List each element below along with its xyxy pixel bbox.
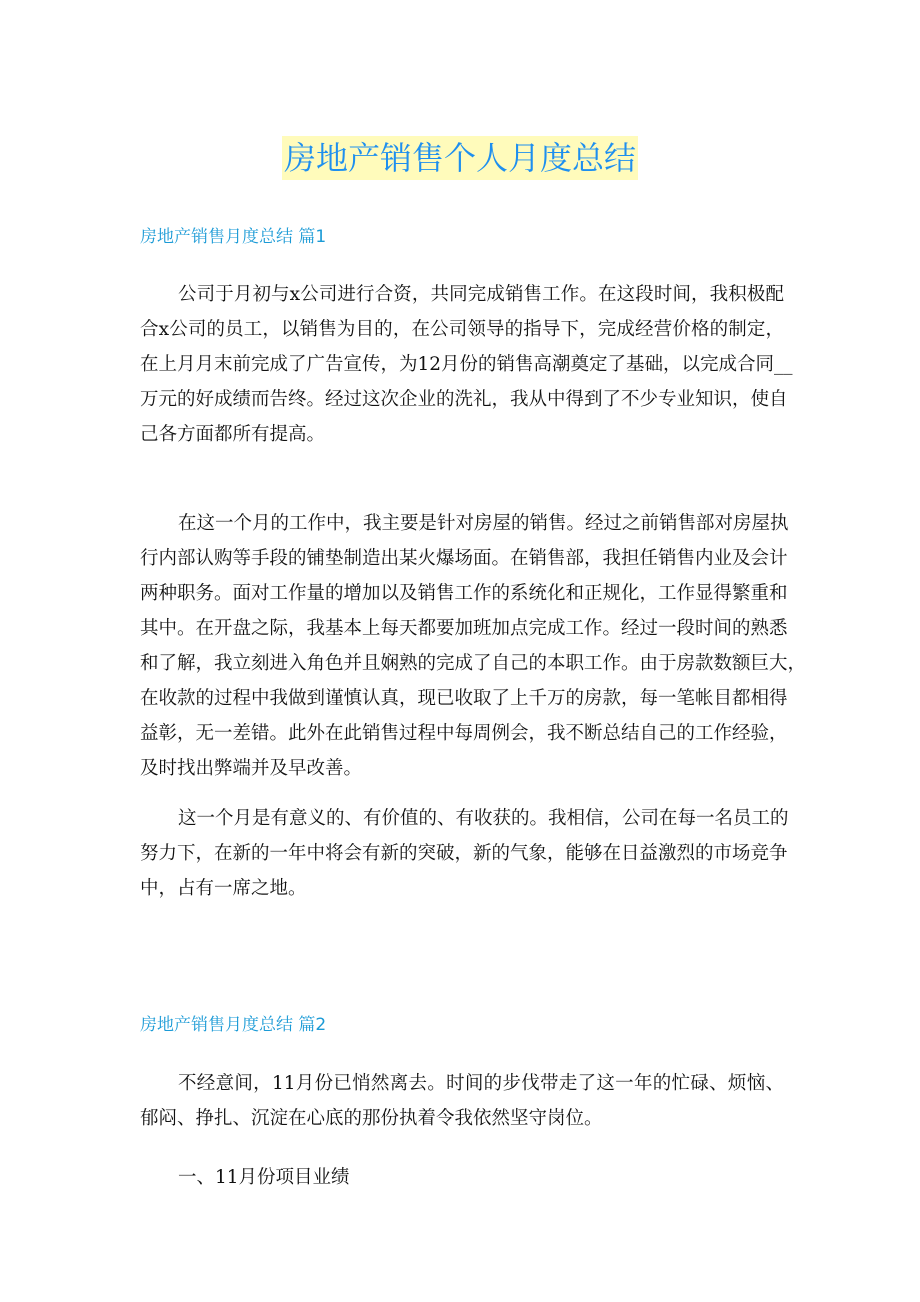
text-line: 不经意间，11月份已悄然离去。时间的步伐带走了这一年的忙碌、烦恼、	[178, 1073, 784, 1094]
paragraph	[140, 1066, 784, 1136]
text-line: 公司于月初与x公司进行合资，共同完成销售工作。在这段时间，我积极配	[178, 284, 784, 305]
text-line: 在收款的过程中我做到谨慎认真，现已收取了上千万的房款，每一笔帐目都相得	[140, 688, 788, 709]
text-line: 努力下，在新的一年中将会有新的突破，新的气象，能够在日益激烈的市场竞争	[140, 843, 788, 864]
text-line: 两种职务。面对工作量的增加以及销售工作的系统化和正规化，工作显得繁重和	[140, 583, 788, 604]
text-line: 郁闷、挣扎、沉淀在心底的那份执着令我依然坚守岗位。	[140, 1108, 603, 1129]
title-container	[0, 136, 920, 180]
text-line: 万元的好成绩而告终。经过这次企业的洗礼，我从中得到了不少专业知识，使自	[140, 389, 788, 410]
text-line: 合x公司的员工，以销售为目的，在公司领导的指导下，完成经营价格的制定，	[140, 319, 784, 340]
text-line: 中，占有一席之地。	[140, 878, 307, 899]
text-line: 其中。在开盘之际，我基本上每天都要加班加点完成工作。经过一段时间的熟悉	[140, 618, 788, 639]
text-line: 己各方面都所有提高。	[140, 424, 326, 445]
text-line: 及时找出弊端并及早改善。	[140, 758, 363, 779]
paragraph	[140, 506, 807, 786]
paragraph	[140, 801, 789, 906]
paragraph	[140, 277, 793, 452]
section-heading-2: 房地产销售月度总结 篇2	[140, 1015, 327, 1035]
text-line: 在这一个月的工作中，我主要是针对房屋的销售。经过之前销售部对房屋执	[178, 513, 789, 534]
subheading-paragraph	[140, 1160, 784, 1195]
text-line: 益彰，无一差错。此外在此销售过程中每周例会，我不断总结自己的工作经验，	[140, 723, 788, 744]
text-line: 和了解，我立刻进入角色并且娴熟的完成了自己的本职工作。由于房款数额巨大，	[140, 653, 807, 674]
document-title: 房地产销售个人月度总结	[282, 136, 638, 180]
text-line: 行内部认购等手段的铺垫制造出某火爆场面。在销售部，我担任销售内业及会计	[140, 548, 788, 569]
text-line: 这一个月是有意义的、有价值的、有收获的。我相信，公司在每一名员工的	[178, 808, 789, 829]
text-line: 在上月月末前完成了广告宣传，为12月份的销售高潮奠定了基础，以完成合同__	[140, 354, 793, 375]
text-line: 一、11月份项目业绩	[178, 1167, 350, 1188]
section-heading-1: 房地产销售月度总结 篇1	[140, 227, 327, 247]
